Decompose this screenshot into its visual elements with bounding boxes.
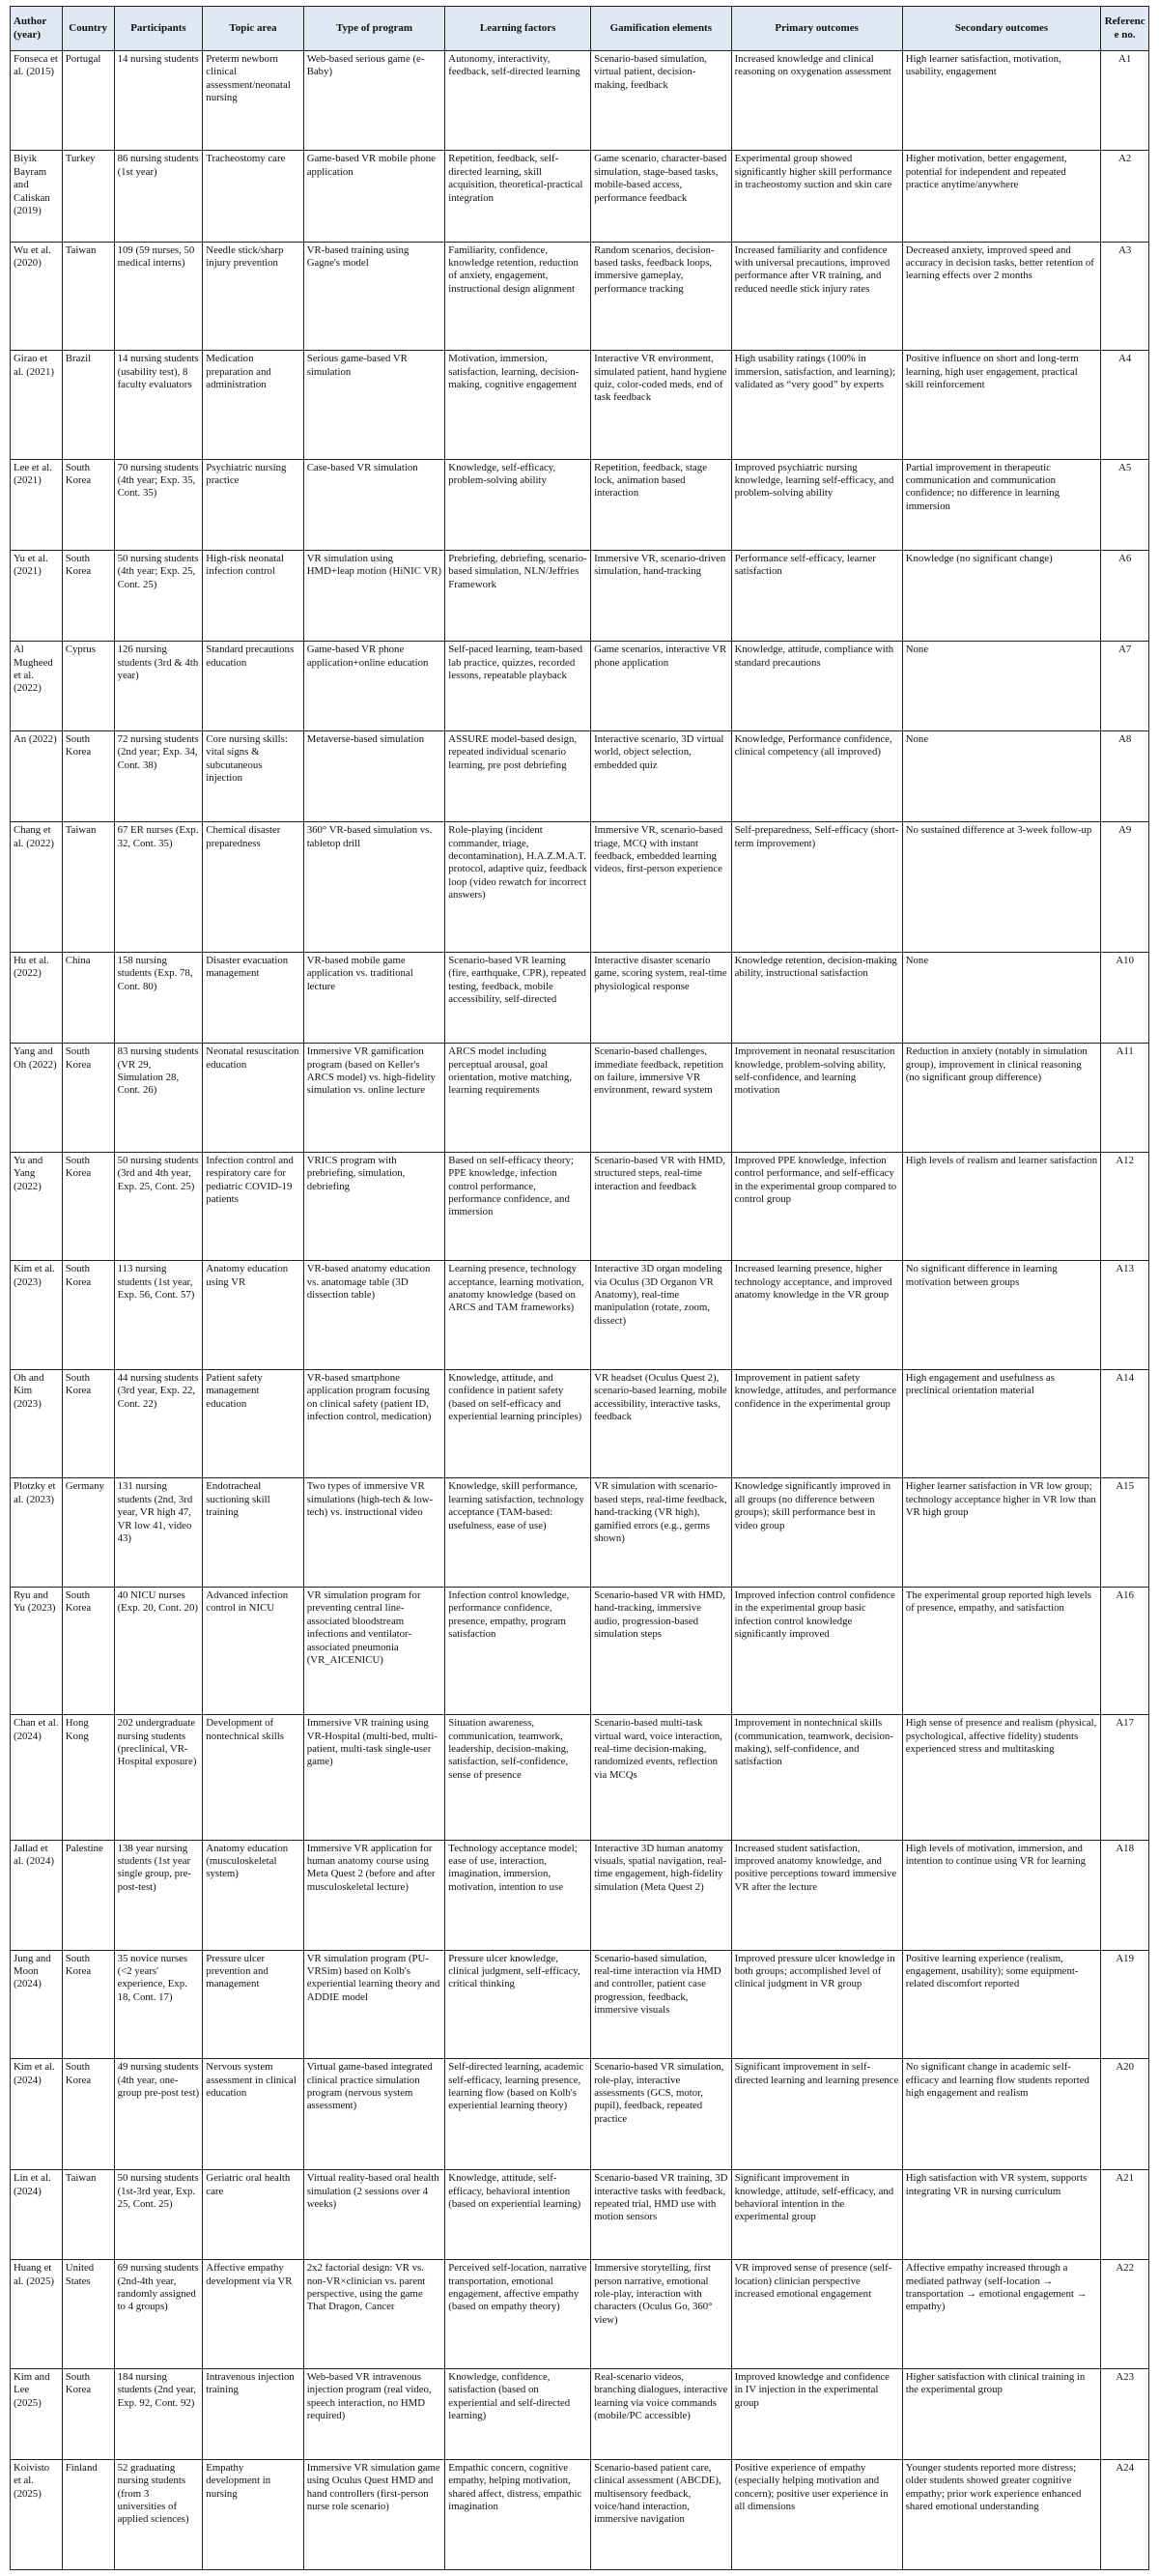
author-year-cell: Kim et al. (2024)	[11, 2059, 63, 2170]
table-row	[11, 2260, 1149, 2369]
gamification-elements-cell: Scenario-based challenges, immediate feedback, repetition on failure, immersive VR environment, reward system	[591, 1044, 732, 1153]
primary-outcomes-cell: Improvement in patient safety knowledge, attitudes, and performance confidence in the experimental group	[731, 1369, 902, 1478]
topic-area-cell: Tracheostomy care	[203, 151, 303, 242]
gamification-elements-cell: VR simulation with scenario-based steps, real-time feedback, hand-tracking (VR high), gamified errors (e.g., germs shown)	[591, 1478, 732, 1588]
table-row	[11, 2170, 1149, 2260]
primary-outcomes-cell: Significant improvement in self-directed learning and learning presence	[731, 2059, 902, 2170]
primary-outcomes-cell: Knowledge, attitude, compliance with standard precautions	[731, 642, 902, 731]
studies-table	[10, 6, 1149, 2570]
table-row	[11, 2368, 1149, 2459]
program-type-cell: VR simulation using HMD+leap motion (HiNIC VR)	[303, 550, 445, 641]
reference-no-cell: A19	[1101, 1950, 1149, 2059]
table-row	[11, 1478, 1149, 1588]
topic-area-cell: Infection control and respiratory care for pediatric COVID-19 patients	[203, 1152, 303, 1261]
secondary-outcomes-cell: No significant difference in learning motivation between groups	[902, 1261, 1101, 1370]
program-type-cell: VR simulation program (PU-VRSim) based on Kolb's experiential learning theory and ADDIE model	[303, 1950, 445, 2059]
table-row	[11, 1044, 1149, 1153]
reference-no-cell: A11	[1101, 1044, 1149, 1153]
country-cell: Cyprus	[62, 642, 114, 731]
secondary-outcomes-cell: Positive learning experience (realism, engagement, usability); some equipment-related discomfort reported	[902, 1950, 1101, 2059]
secondary-outcomes-cell: Reduction in anxiety (notably in simulation group), improvement in clinical reasoning (no significant group difference)	[902, 1044, 1101, 1153]
topic-area-cell: Pressure ulcer prevention and management	[203, 1950, 303, 2059]
topic-area-cell: Disaster evacuation management	[203, 953, 303, 1044]
country-cell: Taiwan	[62, 242, 114, 351]
learning-factors-cell: Empathic concern, cognitive empathy, helping motivation, shared affect, distress, empathic imagination	[445, 2459, 591, 2569]
gamification-elements-cell: Scenario-based VR training, 3D interactive tasks with feedback, repeated trial, HMD use with motion sensors	[591, 2170, 732, 2260]
participants-cell: 49 nursing students (4th year, one-group pre-post test)	[114, 2059, 203, 2170]
gamification-elements-cell: Interactive scenario, 3D virtual world, object selection, embedded quiz	[591, 731, 732, 822]
participants-cell: 70 nursing students (4th year; Exp. 35, Cont. 35)	[114, 459, 203, 550]
topic-area-cell: Geriatric oral health care	[203, 2170, 303, 2260]
primary-outcomes-cell: Experimental group showed significantly higher skill performance in tracheostomy suction and skin care	[731, 151, 902, 242]
table-row	[11, 2059, 1149, 2170]
country-cell: South Korea	[62, 2368, 114, 2459]
program-type-cell: Immersive VR simulation game using Oculus Quest HMD and hand controllers (first-person nurse role scenario)	[303, 2459, 445, 2569]
country-cell: South Korea	[62, 731, 114, 822]
learning-factors-cell: ASSURE model-based design, repeated individual scenario learning, pre post debriefing	[445, 731, 591, 822]
country-cell: South Korea	[62, 1369, 114, 1478]
author-year-cell: Girao et al. (2021)	[11, 351, 63, 460]
author-year-cell: Biyik Bayram and Caliskan (2019)	[11, 151, 63, 242]
author-year-cell: Ryu and Yu (2023)	[11, 1588, 63, 1715]
topic-area-cell: Psychiatric nursing practice	[203, 459, 303, 550]
participants-cell: 35 novice nurses (<2 years' experience, Exp. 18, Cont. 17)	[114, 1950, 203, 2059]
gamification-elements-cell: VR headset (Oculus Quest 2), scenario-based learning, mobile accessibility, interactive tasks, feedback	[591, 1369, 732, 1478]
primary-outcomes-cell: Increased learning presence, higher technology acceptance, and improved anatomy knowledge in the VR group	[731, 1261, 902, 1370]
country-cell: South Korea	[62, 459, 114, 550]
learning-factors-cell: Self-directed learning, academic self-efficacy, learning presence, learning flow (based on Kolb's experiential learning theory)	[445, 2059, 591, 2170]
secondary-outcomes-cell: High learner satisfaction, motivation, usability, engagement	[902, 51, 1101, 151]
author-year-cell: Wu et al. (2020)	[11, 242, 63, 351]
learning-factors-cell: Self-paced learning, team-based lab practice, quizzes, recorded lessons, repeatable playback	[445, 642, 591, 731]
table-row	[11, 1261, 1149, 1370]
author-year-cell: Lee et al. (2021)	[11, 459, 63, 550]
gamification-elements-cell: Repetition, feedback, stage lock, animation based interaction	[591, 459, 732, 550]
topic-area-cell: Endotracheal suctioning skill training	[203, 1478, 303, 1588]
author-year-cell: Jallad et al. (2024)	[11, 1840, 63, 1950]
reference-no-cell: A24	[1101, 2459, 1149, 2569]
primary-outcomes-header: Primary outcomes	[731, 7, 902, 51]
learning-factors-cell: Knowledge, attitude, self-efficacy, behavioral intention (based on experiential learning)	[445, 2170, 591, 2260]
header-row	[11, 7, 1149, 51]
reference-no-cell: A18	[1101, 1840, 1149, 1950]
program-type-cell: VR-based training using Gagne's model	[303, 242, 445, 351]
country-cell: Germany	[62, 1478, 114, 1588]
reference-no-cell: A12	[1101, 1152, 1149, 1261]
country-cell: South Korea	[62, 1261, 114, 1370]
topic-area-cell: Affective empathy development via VR	[203, 2260, 303, 2369]
secondary-outcomes-cell: None	[902, 953, 1101, 1044]
learning-factors-cell: Familiarity, confidence, knowledge retention, reduction of anxiety, engagement, instructional design alignment	[445, 242, 591, 351]
participants-cell: 52 graduating nursing students (from 3 universities of applied sciences)	[114, 2459, 203, 2569]
program-type-cell: Web-based serious game (e-Baby)	[303, 51, 445, 151]
country-cell: South Korea	[62, 1950, 114, 2059]
learning-factors-cell: Knowledge, confidence, satisfaction (based on experiential and self-directed learning)	[445, 2368, 591, 2459]
topic-area-cell: Needle stick/sharp injury prevention	[203, 242, 303, 351]
learning-factors-cell: Motivation, immersion, satisfaction, learning, decision-making, cognitive engagement	[445, 351, 591, 460]
participants-cell: 184 nursing students (2nd year, Exp. 92, Cont. 92)	[114, 2368, 203, 2459]
reference-no-cell: A14	[1101, 1369, 1149, 1478]
reference-no-cell: A21	[1101, 2170, 1149, 2260]
primary-outcomes-cell: VR improved sense of presence (self-location) clinician perspective increased emotional engagement	[731, 2260, 902, 2369]
program-type-cell: 2x2 factorial design: VR vs. non-VR×clinician vs. parent perspective, using the game That Dragon, Cancer	[303, 2260, 445, 2369]
author-year-cell: An (2022)	[11, 731, 63, 822]
gamification-elements-cell: Scenario-based VR with HMD, hand-tracking, immersive audio, progression-based simulation steps	[591, 1588, 732, 1715]
topic-area-cell: Intravenous injection training	[203, 2368, 303, 2459]
table-row	[11, 1715, 1149, 1841]
participants-cell: 72 nursing students (2nd year; Exp. 34, Cont. 38)	[114, 731, 203, 822]
learning-factors-cell: Autonomy, interactivity, feedback, self-directed learning	[445, 51, 591, 151]
program-type-header: Type of program	[303, 7, 445, 51]
reference-no-cell: A9	[1101, 822, 1149, 953]
gamification-elements-cell: Scenario-based simulation, virtual patient, decision-making, feedback	[591, 51, 732, 151]
table-row	[11, 1152, 1149, 1261]
secondary-outcomes-cell: No significant change in academic self-efficacy and learning flow students reported high engagement and realism	[902, 2059, 1101, 2170]
table-row	[11, 1588, 1149, 1715]
reference-no-cell: A1	[1101, 51, 1149, 151]
program-type-cell: Immersive VR application for human anatomy course using Meta Quest 2 (before and after musculoskeletal lecture)	[303, 1840, 445, 1950]
country-header: Country	[62, 7, 114, 51]
table-row	[11, 459, 1149, 550]
primary-outcomes-cell: Self-preparedness, Self-efficacy (short-term improvement)	[731, 822, 902, 953]
gamification-elements-cell: Interactive 3D human anatomy visuals, spatial navigation, real-time engagement, high-fidelity simulation (Meta Quest 2)	[591, 1840, 732, 1950]
primary-outcomes-cell: Improved PPE knowledge, infection control performance, and self-efficacy in the experimental group compared to control group	[731, 1152, 902, 1261]
gamification-elements-cell: Immersive storytelling, first person narrative, emotional role-play, interaction with characters (Oculus Go, 360° view)	[591, 2260, 732, 2369]
table-row	[11, 642, 1149, 731]
program-type-cell: VRICS program with prebriefing, simulation, debriefing	[303, 1152, 445, 1261]
gamification-elements-cell: Scenario-based patient care, clinical assessment (ABCDE), multisensory feedback, voice/hand interaction, immersive navigation	[591, 2459, 732, 2569]
learning-factors-cell: Infection control knowledge, performance confidence, presence, empathy, program satisfaction	[445, 1588, 591, 1715]
topic-area-cell: Preterm newborn clinical assessment/neonatal nursing	[203, 51, 303, 151]
topic-area-cell: Patient safety management education	[203, 1369, 303, 1478]
learning-factors-cell: Technology acceptance model; ease of use, interaction, imagination, immersion, motivation, intention to use	[445, 1840, 591, 1950]
author-year-cell: Oh and Kim (2023)	[11, 1369, 63, 1478]
secondary-outcomes-cell: High levels of motivation, immersion, and intention to continue using VR for learning	[902, 1840, 1101, 1950]
participants-cell: 83 nursing students (VR 29, Simulation 28, Cont. 26)	[114, 1044, 203, 1153]
primary-outcomes-cell: Knowledge retention, decision-making ability, instructional satisfaction	[731, 953, 902, 1044]
reference-no-cell: A15	[1101, 1478, 1149, 1588]
gamification-elements-cell: Immersive VR, scenario-based triage, MCQ with instant feedback, embedded learning videos, first-person experience	[591, 822, 732, 953]
secondary-outcomes-cell: High sense of presence and realism (physical, psychological, affective fidelity) students experienced stress and multitasking	[902, 1715, 1101, 1841]
secondary-outcomes-cell: Knowledge (no significant change)	[902, 550, 1101, 641]
table-row	[11, 822, 1149, 953]
participants-cell: 14 nursing students	[114, 51, 203, 151]
primary-outcomes-cell: Knowledge significantly improved in all groups (no difference between groups); skill performance best in video group	[731, 1478, 902, 1588]
participants-cell: 50 nursing students (4th year; Exp. 25, Cont. 25)	[114, 550, 203, 641]
gamification-elements-cell: Real-scenario videos, branching dialogues, interactive learning via voice commands (mobile/PC accessible)	[591, 2368, 732, 2459]
table-row	[11, 51, 1149, 151]
country-cell: Portugal	[62, 51, 114, 151]
learning-factors-cell: Knowledge, attitude, and confidence in patient safety (based on self-efficacy and experiential learning principles)	[445, 1369, 591, 1478]
program-type-cell: Virtual reality-based oral health simulation (2 sessions over 4 weeks)	[303, 2170, 445, 2260]
program-type-cell: Case-based VR simulation	[303, 459, 445, 550]
author-year-cell: Fonseca et al. (2015)	[11, 51, 63, 151]
participants-cell: 50 nursing students (3rd and 4th year, Exp. 25, Cont. 25)	[114, 1152, 203, 1261]
table-row	[11, 550, 1149, 641]
author-year-cell: Jung and Moon (2024)	[11, 1950, 63, 2059]
topic-area-cell: Chemical disaster preparedness	[203, 822, 303, 953]
program-type-cell: VR-based smartphone application program focusing on clinical safety (patient ID, infection control, medication)	[303, 1369, 445, 1478]
program-type-cell: Immersive VR gamification program (based on Keller's ARCS model) vs. high-fidelity simulation vs. online lecture	[303, 1044, 445, 1153]
country-cell: South Korea	[62, 550, 114, 641]
learning-factors-cell: Scenario-based VR learning (fire, earthquake, CPR), repeated testing, feedback, mobile accessibility, self-directed	[445, 953, 591, 1044]
participants-cell: 86 nursing students (1st year)	[114, 151, 203, 242]
program-type-cell: VR-based anatomy education vs. anatomage table (3D dissection table)	[303, 1261, 445, 1370]
country-cell: South Korea	[62, 1044, 114, 1153]
primary-outcomes-cell: Improved infection control confidence in the experimental group basic infection control knowledge significantly improved	[731, 1588, 902, 1715]
learning-factors-header: Learning factors	[445, 7, 591, 51]
table-row	[11, 1369, 1149, 1478]
primary-outcomes-cell: Improvement in neonatal resuscitation knowledge, problem-solving ability, self-confidence, and learning motivation	[731, 1044, 902, 1153]
author-year-cell: Chan et al. (2024)	[11, 1715, 63, 1841]
secondary-outcomes-cell: High levels of realism and learner satisfaction	[902, 1152, 1101, 1261]
gamification-elements-cell: Interactive VR environment, simulated patient, hand hygiene quiz, color-coded meds, end of task feedback	[591, 351, 732, 460]
table-header	[11, 7, 1149, 51]
reference-no-cell: A2	[1101, 151, 1149, 242]
participants-cell: 40 NICU nurses (Exp. 20, Cont. 20)	[114, 1588, 203, 1715]
secondary-outcomes-cell: Affective empathy increased through a mediated pathway (self-location → transportation → emotional engagement → empathy)	[902, 2260, 1101, 2369]
gamification-elements-cell: Scenario-based VR with HMD, structured steps, real-time interaction and feedback	[591, 1152, 732, 1261]
topic-area-header: Topic area	[203, 7, 303, 51]
reference-no-header: Reference no.	[1101, 7, 1149, 51]
participants-cell: 14 nursing students (usability test), 8 faculty evaluators	[114, 351, 203, 460]
secondary-outcomes-cell: High engagement and usefulness as preclinical orientation material	[902, 1369, 1101, 1478]
country-cell: Finland	[62, 2459, 114, 2569]
table-row	[11, 351, 1149, 460]
participants-cell: 67 ER nurses (Exp. 32, Cont. 35)	[114, 822, 203, 953]
reference-no-cell: A13	[1101, 1261, 1149, 1370]
reference-no-cell: A10	[1101, 953, 1149, 1044]
participants-cell: 109 (59 nurses, 50 medical interns)	[114, 242, 203, 351]
reference-no-cell: A22	[1101, 2260, 1149, 2369]
primary-outcomes-cell: Improved pressure ulcer knowledge in both groups; accomplished level of clinical judgment in VR group	[731, 1950, 902, 2059]
participants-cell: 113 nursing students (1st year, Exp. 56, Cont. 57)	[114, 1261, 203, 1370]
gamification-elements-cell: Scenario-based VR simulation, role-play, interactive assessments (GCS, motor, pupil), feedback, repeated practice	[591, 2059, 732, 2170]
country-cell: South Korea	[62, 1588, 114, 1715]
country-cell: Hong Kong	[62, 1715, 114, 1841]
reference-no-cell: A20	[1101, 2059, 1149, 2170]
participants-cell: 44 nursing students (3rd year, Exp. 22, Cont. 22)	[114, 1369, 203, 1478]
secondary-outcomes-cell: High satisfaction with VR system, supports integrating VR in nursing curriculum	[902, 2170, 1101, 2260]
author-year-cell: Plotzky et al. (2023)	[11, 1478, 63, 1588]
author-year-cell: Al Mugheed et al. (2022)	[11, 642, 63, 731]
reference-no-cell: A3	[1101, 242, 1149, 351]
primary-outcomes-cell: Positive experience of empathy (especially helping motivation and concern); positive user experience in all dimensions	[731, 2459, 902, 2569]
program-type-cell: Immersive VR training using VR-Hospital (multi-bed, multi-patient, multi-task single-user game)	[303, 1715, 445, 1841]
program-type-cell: VR-based mobile game application vs. traditional lecture	[303, 953, 445, 1044]
country-cell: Brazil	[62, 351, 114, 460]
program-type-cell: Serious game-based VR simulation	[303, 351, 445, 460]
country-cell: China	[62, 953, 114, 1044]
secondary-outcomes-cell: Higher satisfaction with clinical training in the experimental group	[902, 2368, 1101, 2459]
primary-outcomes-cell: Increased student satisfaction, improved anatomy knowledge, and positive perceptions toward immersive VR after the lecture	[731, 1840, 902, 1950]
secondary-outcomes-cell: Partial improvement in therapeutic communication and communication confidence; no difference in learning immersion	[902, 459, 1101, 550]
topic-area-cell: Advanced infection control in NICU	[203, 1588, 303, 1715]
learning-factors-cell: ARCS model including perceptual arousal, goal orientation, motive matching, learning requirements	[445, 1044, 591, 1153]
participants-cell: 158 nursing students (Exp. 78, Cont. 80)	[114, 953, 203, 1044]
secondary-outcomes-header: Secondary outcomes	[902, 7, 1101, 51]
author-year-cell: Lin et al. (2024)	[11, 2170, 63, 2260]
reference-no-cell: A4	[1101, 351, 1149, 460]
participants-cell: 138 year nursing students (1st year single group, pre-post-test)	[114, 1840, 203, 1950]
learning-factors-cell: Perceived self-location, narrative transportation, emotional engagement, affective empathy (based on empathy theory)	[445, 2260, 591, 2369]
program-type-cell: Metaverse-based simulation	[303, 731, 445, 822]
topic-area-cell: Medication preparation and administration	[203, 351, 303, 460]
table-row	[11, 953, 1149, 1044]
learning-factors-cell: Knowledge, skill performance, learning satisfaction, technology acceptance (TAM-based: usefulness, ease of use)	[445, 1478, 591, 1588]
secondary-outcomes-cell: None	[902, 642, 1101, 731]
topic-area-cell: Neonatal resuscitation education	[203, 1044, 303, 1153]
author-year-cell: Hu et al. (2022)	[11, 953, 63, 1044]
participants-header: Participants	[114, 7, 203, 51]
table-row	[11, 242, 1149, 351]
author-year-cell: Kim and Lee (2025)	[11, 2368, 63, 2459]
secondary-outcomes-cell: The experimental group reported high levels of presence, empathy, and satisfaction	[902, 1588, 1101, 1715]
secondary-outcomes-cell: Younger students reported more distress; older students showed greater cognitive empathy; prior work experience enhanced shared emotional understanding	[902, 2459, 1101, 2569]
participants-cell: 50 nursing students (1st-3rd year, Exp. 25, Cont. 25)	[114, 2170, 203, 2260]
country-cell: Turkey	[62, 151, 114, 242]
gamification-elements-cell: Game scenario, character-based simulation, stage-based tasks, mobile-based access, performance feedback	[591, 151, 732, 242]
country-cell: South Korea	[62, 1152, 114, 1261]
topic-area-cell: Empathy development in nursing	[203, 2459, 303, 2569]
country-cell: South Korea	[62, 2059, 114, 2170]
participants-cell: 202 undergraduate nursing students (preclinical, VR-Hospital exposure)	[114, 1715, 203, 1841]
table-row	[11, 2459, 1149, 2569]
gamification-elements-cell: Scenario-based multi-task virtual ward, voice interaction, real-time decision-making, randomized events, reflection via MCQs	[591, 1715, 732, 1841]
country-cell: Palestine	[62, 1840, 114, 1950]
table-row	[11, 151, 1149, 242]
gamification-elements-cell: Random scenarios, decision-based tasks, feedback loops, immersive gameplay, performance tracking	[591, 242, 732, 351]
reference-no-cell: A16	[1101, 1588, 1149, 1715]
table-body	[11, 51, 1149, 2570]
learning-factors-cell: Knowledge, self-efficacy, problem-solving ability	[445, 459, 591, 550]
author-year-cell: Chang et al. (2022)	[11, 822, 63, 953]
primary-outcomes-cell: Increased familiarity and confidence with universal precautions, improved performance after VR training, and reduced needle stick injury rates	[731, 242, 902, 351]
topic-area-cell: Anatomy education using VR	[203, 1261, 303, 1370]
gamification-elements-cell: Scenario-based simulation, real-time interaction via HMD and controller, patient case progression, feedback, immersive visuals	[591, 1950, 732, 2059]
primary-outcomes-cell: Increased knowledge and clinical reasoning on oxygenation assessment	[731, 51, 902, 151]
country-cell: Taiwan	[62, 2170, 114, 2260]
learning-factors-cell: Based on self-efficacy theory; PPE knowledge, infection control performance, performance confidence, and immersion	[445, 1152, 591, 1261]
program-type-cell: Virtual game-based integrated clinical practice simulation program (nervous system assessment)	[303, 2059, 445, 2170]
author-header: Author (year)	[11, 7, 63, 51]
table-row	[11, 1950, 1149, 2059]
primary-outcomes-cell: Improvement in nontechnical skills (communication, teamwork, decision-making), self-confidence, and satisfaction	[731, 1715, 902, 1841]
country-cell: Taiwan	[62, 822, 114, 953]
program-type-cell: 360° VR-based simulation vs. tabletop drill	[303, 822, 445, 953]
author-year-cell: Huang et al. (2025)	[11, 2260, 63, 2369]
reference-no-cell: A6	[1101, 550, 1149, 641]
primary-outcomes-cell: Improved knowledge and confidence in IV injection in the experimental group	[731, 2368, 902, 2459]
primary-outcomes-cell: Improved psychiatric nursing knowledge, learning self-efficacy, and problem-solving ability	[731, 459, 902, 550]
topic-area-cell: High-risk neonatal infection control	[203, 550, 303, 641]
gamification-elements-cell: Interactive 3D organ modeling via Oculus (3D Organon VR Anatomy), real-time manipulation (rotate, zoom, dissect)	[591, 1261, 732, 1370]
topic-area-cell: Standard precautions education	[203, 642, 303, 731]
gamification-elements-cell: Game scenarios, interactive VR phone application	[591, 642, 732, 731]
gamification-elements-cell: Interactive disaster scenario game, scoring system, real-time physiological response	[591, 953, 732, 1044]
primary-outcomes-cell: High usability ratings (100% in immersion, satisfaction, and learning); validated as “very good” by experts	[731, 351, 902, 460]
topic-area-cell: Anatomy education (musculoskeletal system)	[203, 1840, 303, 1950]
primary-outcomes-cell: Knowledge, Performance confidence, clinical competency (all improved)	[731, 731, 902, 822]
country-cell: United States	[62, 2260, 114, 2369]
learning-factors-cell: Situation awareness, communication, teamwork, leadership, decision-making, satisfaction, self-confidence, sense of presence	[445, 1715, 591, 1841]
gamification-elements-cell: Immersive VR, scenario-driven simulation, hand-tracking	[591, 550, 732, 641]
program-type-cell: Game-based VR mobile phone application	[303, 151, 445, 242]
topic-area-cell: Development of nontechnical skills	[203, 1715, 303, 1841]
learning-factors-cell: Prebriefing, debriefing, scenario-based simulation, NLN/Jeffries Framework	[445, 550, 591, 641]
secondary-outcomes-cell: Decreased anxiety, improved speed and accuracy in decision tasks, better retention of learning effects over 2 months	[902, 242, 1101, 351]
reference-no-cell: A8	[1101, 731, 1149, 822]
reference-no-cell: A7	[1101, 642, 1149, 731]
learning-factors-cell: Role-playing (incident commander, triage, decontamination), H.A.Z.M.A.T. protocol, adaptive quiz, feedback loop (video rewatch for incorrect answers)	[445, 822, 591, 953]
reference-no-cell: A23	[1101, 2368, 1149, 2459]
primary-outcomes-cell: Performance self-efficacy, learner satisfaction	[731, 550, 902, 641]
secondary-outcomes-cell: Higher motivation, better engagement, potential for independent and repeated practice anytime/anywhere	[902, 151, 1101, 242]
gamification-elements-header: Gamification elements	[591, 7, 732, 51]
participants-cell: 126 nursing students (3rd & 4th year)	[114, 642, 203, 731]
program-type-cell: Web-based VR intravenous injection program (real video, speech interaction, no HMD required)	[303, 2368, 445, 2459]
secondary-outcomes-cell: None	[902, 731, 1101, 822]
reference-no-cell: A17	[1101, 1715, 1149, 1841]
table-row	[11, 1840, 1149, 1950]
author-year-cell: Yu et al. (2021)	[11, 550, 63, 641]
reference-no-cell: A5	[1101, 459, 1149, 550]
secondary-outcomes-cell: Higher learner satisfaction in VR low group; technology acceptance higher in VR low than VR high group	[902, 1478, 1101, 1588]
topic-area-cell: Core nursing skills: vital signs & subcutaneous injection	[203, 731, 303, 822]
topic-area-cell: Nervous system assessment in clinical education	[203, 2059, 303, 2170]
secondary-outcomes-cell: No sustained difference at 3-week follow-up	[902, 822, 1101, 953]
program-type-cell: Two types of immersive VR simulations (high-tech & low-tech) vs. instructional video	[303, 1478, 445, 1588]
program-type-cell: VR simulation program for preventing central line-associated bloodstream infections and ventilator-associated pneumonia (VR_AICENICU)	[303, 1588, 445, 1715]
secondary-outcomes-cell: Positive influence on short and long-term learning, high user engagement, practical skill reinforcement	[902, 351, 1101, 460]
participants-cell: 131 nursing students (2nd, 3rd year, VR high 47, VR low 41, video 43)	[114, 1478, 203, 1588]
learning-factors-cell: Pressure ulcer knowledge, clinical judgment, self-efficacy, critical thinking	[445, 1950, 591, 2059]
author-year-cell: Yang and Oh (2022)	[11, 1044, 63, 1153]
table-row	[11, 731, 1149, 822]
learning-factors-cell: Repetition, feedback, self-directed learning, skill acquisition, theoretical-practical integration	[445, 151, 591, 242]
participants-cell: 69 nursing students (2nd-4th year, randomly assigned to 4 groups)	[114, 2260, 203, 2369]
author-year-cell: Kim et al. (2023)	[11, 1261, 63, 1370]
author-year-cell: Yu and Yang (2022)	[11, 1152, 63, 1261]
learning-factors-cell: Learning presence, technology acceptance, learning motivation, anatomy knowledge (based on ARCS and TAM frameworks)	[445, 1261, 591, 1370]
primary-outcomes-cell: Significant improvement in knowledge, attitude, self-efficacy, and behavioral intention in the experimental group	[731, 2170, 902, 2260]
author-year-cell: Koivisto et al. (2025)	[11, 2459, 63, 2569]
program-type-cell: Game-based VR phone application+online education	[303, 642, 445, 731]
